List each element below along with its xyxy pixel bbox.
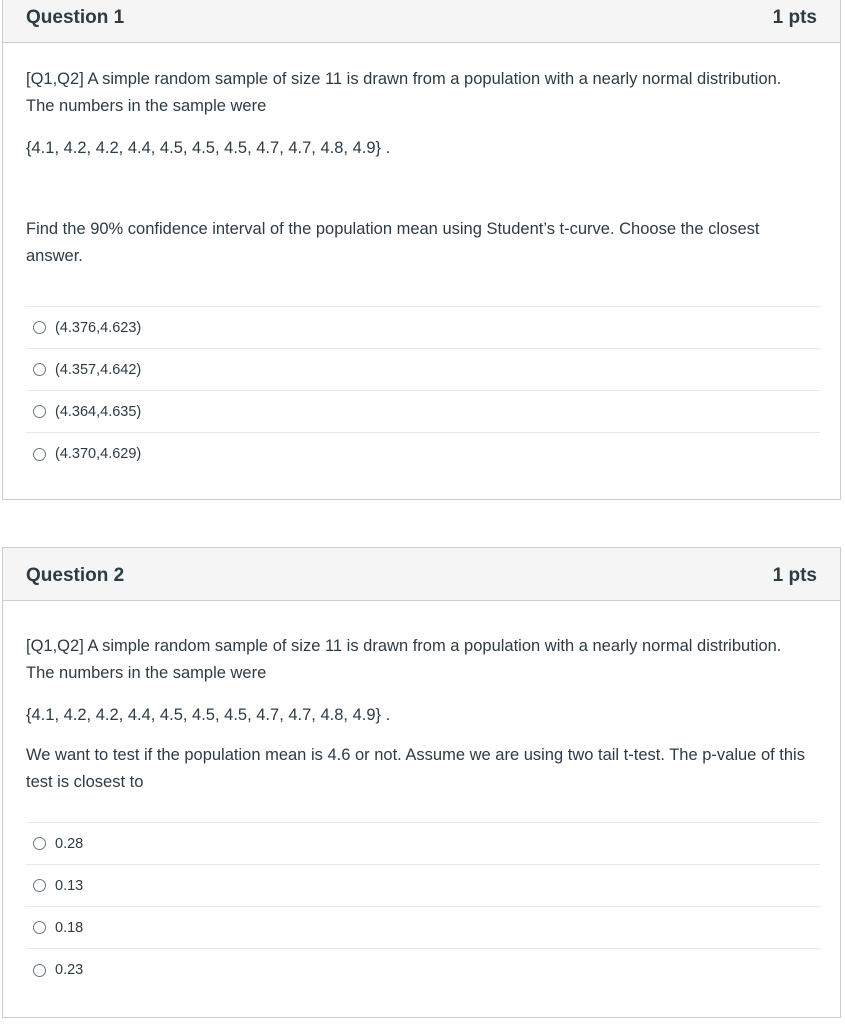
answer-list bbox=[26, 306, 820, 475]
radio-button[interactable] bbox=[33, 363, 46, 376]
question-header bbox=[3, 0, 840, 43]
answer-label: (4.357,4.642) bbox=[55, 361, 142, 378]
question-prompt: We want to test if the population mean is 4.6 or not. Assume we are using two tail t-test. The p-value of this test is closest to bbox=[26, 746, 805, 791]
question-sample: {4.1, 4.2, 4.2, 4.4, 4.5, 4.5, 4.5, 4.7, 4.7, 4.8, 4.9} . bbox=[26, 139, 391, 157]
answer-option[interactable] bbox=[26, 307, 820, 349]
question-intro: [Q1,Q2] A simple random sample of size 11 is drawn from a population with a nearly normal distribution. The numbers in the sample were bbox=[26, 637, 782, 682]
question-points: 1 pts bbox=[772, 7, 817, 28]
question-header bbox=[3, 548, 840, 601]
answer-option[interactable] bbox=[26, 349, 820, 391]
question-2 bbox=[2, 547, 841, 1018]
answer-option[interactable] bbox=[26, 391, 820, 433]
radio-button[interactable] bbox=[33, 964, 46, 977]
answer-option[interactable] bbox=[26, 865, 820, 907]
answer-option[interactable] bbox=[26, 907, 820, 949]
answer-label: (4.364,4.635) bbox=[55, 403, 142, 420]
question-sample: {4.1, 4.2, 4.2, 4.4, 4.5, 4.5, 4.5, 4.7, 4.7, 4.8, 4.9} . bbox=[26, 706, 391, 724]
answer-label: 0.28 bbox=[55, 835, 84, 852]
answer-label: 0.13 bbox=[55, 877, 84, 894]
answer-label: (4.370,4.629) bbox=[55, 446, 142, 462]
answer-list bbox=[26, 822, 820, 991]
question-points: 1 pts bbox=[772, 565, 817, 586]
answer-option[interactable] bbox=[26, 823, 820, 865]
answer-option[interactable] bbox=[26, 433, 820, 475]
radio-button[interactable] bbox=[33, 405, 46, 418]
answer-label: (4.376,4.623) bbox=[55, 319, 142, 336]
radio-button[interactable] bbox=[33, 837, 46, 850]
radio-button[interactable] bbox=[33, 921, 46, 934]
answer-option[interactable] bbox=[26, 949, 820, 991]
question-intro: [Q1,Q2] A simple random sample of size 11 is drawn from a population with a nearly normal distribution. The numbers in the sample were bbox=[26, 70, 782, 115]
question-1 bbox=[2, 0, 841, 500]
radio-button[interactable] bbox=[33, 879, 46, 892]
question-title: Question 1 bbox=[26, 7, 125, 28]
radio-button[interactable] bbox=[33, 321, 46, 334]
question-prompt: Find the 90% confidence interval of the population mean using Student’s t-curve. Choose the closest answer. bbox=[26, 220, 760, 265]
radio-button[interactable] bbox=[33, 448, 46, 461]
answer-label: 0.18 bbox=[55, 919, 84, 936]
answer-label: 0.23 bbox=[55, 962, 84, 978]
question-title: Question 2 bbox=[26, 565, 125, 586]
